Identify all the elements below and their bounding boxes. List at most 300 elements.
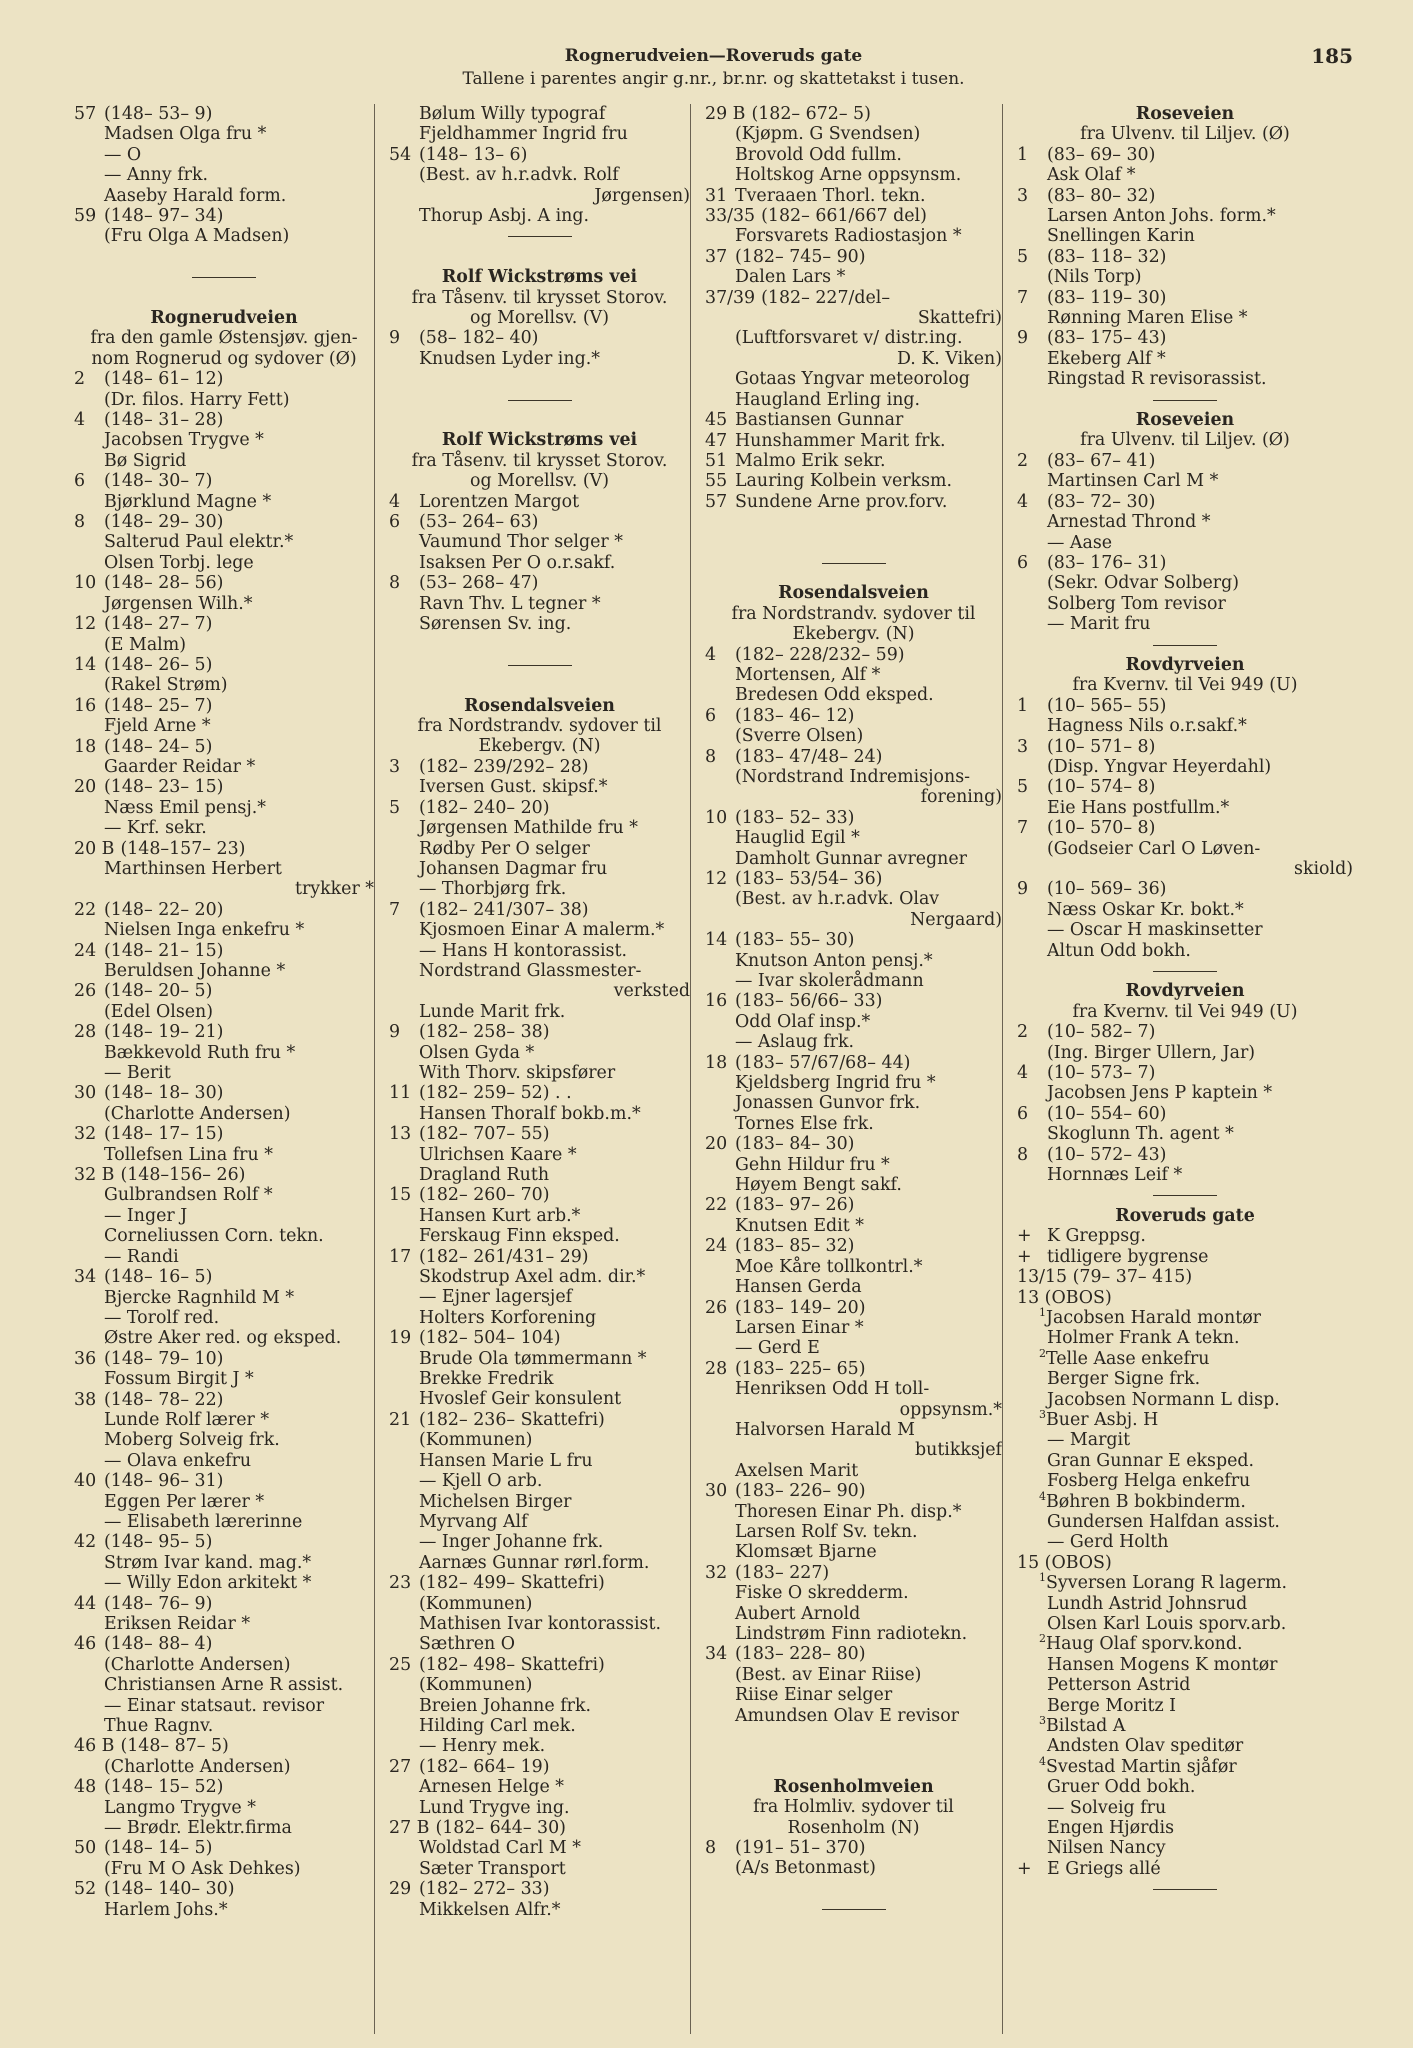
directory-entry [74,1369,374,1389]
entry-text: Bjercke Ragnhild M * [104,1287,295,1308]
entry-text: Bø Sigrid [104,450,187,471]
directory-entry [389,1512,690,1532]
directory-entry [705,1624,1002,1644]
house-number: + [1017,1858,1032,1879]
directory-entry [74,1512,374,1532]
house-number: 4 [1017,1063,1029,1084]
entry-text: Mikkelsen Alfr.* [419,1899,561,1920]
entry-text: Hilding Carl mek. [419,1715,576,1736]
directory-entry [389,1430,690,1450]
directory-entry [705,1461,1002,1481]
house-number: 16 [705,991,728,1012]
directory-entry [74,1349,374,1369]
column-3 [690,104,1002,2034]
entry-text: Knutson Anton pensj.* [735,950,933,971]
entry-text: Corneliussen Corn. tekn. [104,1226,324,1247]
entry-text: Skoglunn Th. agent * [1047,1124,1234,1145]
directory-entry [1017,145,1353,165]
entry-text: (Nils Torp) [1047,267,1142,288]
directory-entry [1017,696,1353,716]
directory-entry [74,900,374,920]
entry-text: (183– 97– 26) [735,1195,855,1216]
house-number: 21 [389,1409,412,1430]
directory-entry [74,696,374,716]
house-number: 1 [1017,144,1029,165]
house-number: 6 [1017,552,1029,573]
entry-text: (Kjøpm. G Svendsen) [735,124,921,145]
street-heading: Rolf Wickstrøms vei [441,267,638,288]
directory-entry [705,288,1002,308]
house-number: 5 [389,797,401,818]
entry-text: Knutsen Edit * [735,1215,864,1236]
entry-text: Lindstrøm Finn radiotekn. [735,1624,968,1645]
directory-entry [74,1634,374,1654]
entry-text: Bjørklund Magne * [104,491,272,512]
house-number: 48 [74,1777,97,1798]
directory-entry [705,930,1002,950]
directory-entry [1017,533,1353,553]
directory-entry [389,1410,690,1430]
directory-entry [389,757,690,777]
directory-entry [705,1257,1002,1277]
entry-text: Buer Asbj. H [1046,1409,1159,1430]
house-number: 5 [1017,777,1029,798]
house-number: 4 [74,410,86,431]
directory-entry [1017,1430,1353,1450]
column-4 [1002,104,1353,2034]
entry-text: — Marit fru [1047,614,1151,635]
entry-text: (148– 61– 12) [104,369,224,390]
entry-text: (182– 272– 33) [419,1879,550,1900]
entry-text: Breien Johanne frk. [419,1695,592,1716]
entry-text: (Sekr. Odvar Solberg) [1047,573,1240,594]
entry-text: (183– 228– 80) [735,1644,866,1665]
entry-continuation: oppsynsm.* [899,1399,1002,1420]
directory-entry [74,941,374,961]
entry-text: (83– 119– 30) [1047,287,1167,308]
directory-entry [705,1858,1002,1878]
house-number: 20 [74,777,97,798]
directory-entry [389,104,690,124]
directory-entry [1017,614,1353,634]
directory-entry [389,1022,690,1042]
entry-text: — Kjell O arb. [419,1471,543,1492]
directory-entry [74,1124,374,1144]
street-heading: Rognerudveien [150,308,298,329]
entry-text: (Kommunen) [419,1593,533,1614]
house-number: 18 [705,1052,728,1073]
entry-text: Fjeldhammer Ingrid fru [419,124,628,145]
directory-entry [705,767,1002,787]
entry-text: Arnestad Thrond * [1047,512,1211,533]
house-number: 36 [74,1348,97,1369]
entry-text: (182– 504– 104) [419,1328,561,1349]
section-divider [74,267,374,287]
directory-entry [74,1655,374,1675]
directory-entry [389,1389,690,1409]
entry-text: — Einar statsaut. revisor [104,1695,325,1716]
house-number: 8 [389,573,401,594]
directory-entry [74,1104,374,1124]
directory-entry [705,849,1002,869]
directory-entry [389,206,690,226]
directory-entry [705,328,1002,348]
entry-continuation: skiold) [1294,859,1353,879]
house-number: 9 [389,1022,401,1043]
directory-entry [1017,1328,1353,1348]
entry-text: Tornes Else frk. [735,1113,874,1134]
directory-entry [74,981,374,1001]
entry-text: — Ejner lagersjef [419,1287,573,1308]
spacer [705,1879,1002,1899]
entry-text: Gehn Hildur fru * [735,1154,890,1175]
entry-text: (10– 582– 7) [1047,1022,1156,1043]
entry-text: Petterson Astrid [1047,1675,1191,1696]
directory-entry [389,1308,690,1328]
directory-entry [74,737,374,757]
entry-text: Jacobsen Harald montør [1046,1307,1261,1328]
entry-text: Holtskog Arne oppsynsm. [735,165,962,186]
entry-text: (183– 84– 30) [735,1134,855,1155]
directory-entry [705,869,1002,889]
house-number: 9 [1017,328,1029,349]
house-number: 7 [1017,818,1029,839]
directory-entry [74,594,374,614]
directory-entry [1017,1410,1353,1430]
entry-text: (182– 259– 52) . . [419,1083,572,1104]
house-number: 34 [74,1267,97,1288]
directory-entry [1017,1634,1353,1654]
directory-entry [1017,1369,1353,1389]
directory-entry [74,553,374,573]
directory-entry [74,614,374,634]
entry-text: Eie Hans postfullm.* [1047,797,1230,818]
directory-entry [705,492,1002,512]
house-number: 6 [705,705,717,726]
house-number: 42 [74,1532,97,1553]
street-description: fra Ulvenv. til Liljev. (Ø) [1080,430,1290,451]
entry-text: (182– 664– 19) [419,1756,550,1777]
section-divider [389,655,690,675]
directory-entry [1017,226,1353,246]
directory-entry [1017,451,1353,471]
house-number: 6 [1017,1103,1029,1124]
directory-entry [389,1675,690,1695]
entry-text: (148– 19– 21) [104,1022,224,1043]
directory-entry [1017,328,1353,348]
page-subtitle: Tallene i parentes angir g.nr., br.nr. og skattetakst i tusen. [462,69,965,89]
entry-text: Berge Moritz I [1047,1695,1177,1716]
entry-text: (83– 72– 30) [1047,491,1156,512]
directory-entry [705,451,1002,471]
entry-text: (148–157– 23) [120,838,246,859]
directory-entry [705,1298,1002,1318]
directory-entry [705,247,1002,267]
entry-text: — Brødr. Elektr.firma [104,1818,292,1839]
entry-text: (148– 16– 5) [104,1267,213,1288]
entry-text: — Solveig fru [1047,1797,1167,1818]
street-description: nom Rognerud og sydover (Ø) [91,348,357,369]
directory-entry [1017,1267,1353,1287]
entry-text: — Gerd Holth [1047,1532,1169,1553]
house-number: 28 [705,1358,728,1379]
directory-entry [74,369,374,389]
entry-text: Vaumund Thor selger * [419,532,623,553]
house-number: 8 [1017,1144,1029,1165]
house-number: 4 [705,644,717,665]
spacer [74,288,374,308]
directory-entry [1017,757,1353,777]
directory-entry [1017,1124,1353,1144]
entry-text: Sørensen Sv. ing. [419,614,572,635]
entry-text: (83– 118– 32) [1047,246,1167,267]
entry-text: (148– 26– 5) [104,654,213,675]
spacer [705,533,1002,553]
directory-entry [74,1043,374,1063]
entry-text: (148– 79– 10) [104,1348,224,1369]
entry-text: Eggen Per lærer * [104,1491,265,1512]
directory-entry [1017,1145,1353,1165]
entry-continuation: Nergaard) [910,909,1002,930]
entry-text: Høyem Bengt sakf. [735,1175,902,1196]
directory-entry [1017,1308,1353,1328]
entry-text: (148– 97– 34) [104,206,224,227]
entry-text: (Best. av h.r.advk. Olav [735,889,940,910]
entry-text: Næss Oskar Kr. bokt.* [1047,899,1244,920]
directory-entry [1017,1451,1353,1471]
entry-text: (10– 573– 7) [1047,1063,1156,1084]
directory-entry [74,757,374,777]
entry-text: (10– 554– 60) [1047,1103,1167,1124]
entry-text: Myrvang Alf [419,1511,528,1532]
entry-text: Nilsen Nancy [1047,1838,1166,1859]
entry-text: Berger Signe frk. [1047,1369,1201,1390]
directory-entry [74,1471,374,1491]
entry-text: Nielsen Inga enkefru * [104,920,305,941]
entry-text: (182– 498– Skattefri) [419,1654,605,1675]
entry-text: Iversen Gust. skipsf.* [419,777,608,798]
entry-text: (Sverre Olsen) [735,726,864,747]
house-number: 29 [389,1879,412,1900]
directory-entry [1017,1489,1353,1512]
directory-entry [389,941,690,961]
house-number: 27 [389,1756,412,1777]
entry-text: Olsen Gyda * [419,1042,535,1063]
directory-entry [389,1859,690,1879]
entry-text: (Charlotte Andersen) [104,1654,291,1675]
house-number: 2 [74,369,86,390]
section-divider [705,553,1002,573]
entry-continuation: D. K. Viken) [896,348,1002,369]
entry-text: (183– 52– 33) [735,807,855,828]
directory-entry [1017,941,1353,961]
directory-entry [389,1206,690,1226]
column-2 [374,104,690,2034]
entry-text: Holmer Frank A tekn. [1047,1328,1240,1349]
directory-entry [705,1236,1002,1256]
directory-entry [1017,186,1353,206]
entry-text: Hvoslef Geir konsulent [419,1389,622,1410]
entry-text: — Torolf red. [104,1307,220,1328]
directory-entry [74,1716,374,1736]
entry-text: Jørgensen Mathilde fru * [419,818,638,839]
directory-entry [705,971,1002,991]
entry-text: Solberg Tom revisor [1047,593,1226,614]
directory-entry [389,1063,690,1083]
directory-entry [705,1542,1002,1562]
house-number: 46 [74,1634,97,1655]
entry-text: (182– 260– 70) [419,1185,550,1206]
directory-entry [74,1532,374,1552]
street-description: fra Ulvenv. til Liljev. (Ø) [1080,124,1290,145]
entry-text: Klomsæt Bjarne [735,1542,877,1563]
directory-entry [74,1308,374,1328]
section-divider [389,390,690,410]
directory-entry [705,1522,1002,1542]
entry-text: (10– 572– 43) [1047,1144,1167,1165]
directory-entry [1017,1063,1353,1083]
entry-text: — Berit [104,1063,171,1084]
house-number: 2 [1017,450,1029,471]
entry-text: Fossum Birgit J * [104,1369,254,1390]
directory-entry [1017,1675,1353,1695]
directory-entry [74,532,374,552]
directory-entry [1017,900,1353,920]
entry-text: Hornnæs Leif * [1047,1165,1183,1186]
street-heading: Rolf Wickstrøms vei [441,430,638,451]
directory-entry [74,655,374,675]
entry-text: (183– 46– 12) [735,705,855,726]
directory-entry [705,165,1002,185]
floor-number: 1 [1039,1571,1046,1585]
section-divider [1017,390,1353,410]
entry-text: Gaarder Reidar * [104,756,256,777]
house-number: 20 B [74,838,115,859]
directory-entry [74,1063,374,1083]
entry-text: Christiansen Arne R assist. [104,1675,344,1696]
entry-text: (182– 707– 55) [419,1124,550,1145]
directory-entry [1017,1471,1353,1491]
directory-entry [1017,1532,1353,1552]
entry-text: 15 (OBOS) [1017,1552,1112,1573]
directory-entry [389,920,690,940]
entry-text: Lunde Marit frk. [419,1001,566,1022]
directory-entry [74,1859,374,1879]
entry-text: (83– 176– 31) [1047,552,1167,573]
directory-entry [1017,1553,1353,1573]
entry-text: (182– 236– Skattefri) [419,1409,605,1430]
directory-entry [705,1073,1002,1093]
entry-text: (Fru M O Ask Dehkes) [104,1858,301,1879]
entry-text: Bastiansen Gunnar [735,410,904,431]
entry-text: Isaksen Per O o.r.sakf. [419,552,616,573]
house-number: 23 [389,1573,412,1594]
entry-text: — Margit [1047,1430,1131,1451]
entry-text: Sundene Arne prov.forv. [735,491,948,512]
entry-text: — Randi [104,1246,179,1267]
floor-number: 1 [1039,1306,1046,1320]
directory-entry [1017,512,1353,532]
directory-entry [705,706,1002,726]
entry-text: K Greppsg. [1047,1226,1146,1247]
directory-entry [389,1655,690,1675]
floor-number: 2 [1039,1632,1046,1646]
entry-text: Fiske O skredderm. [735,1583,909,1604]
house-number: 45 [705,410,728,431]
entry-text: (148– 96– 31) [104,1471,224,1492]
directory-entry [74,1594,374,1614]
entry-text: (182– 241/307– 38) [419,899,589,920]
house-number: 22 [74,899,97,920]
street-description: fra Tåsenv. til krysset Storov. [411,287,668,308]
entry-text: (Best. av Einar Riise) [735,1664,922,1685]
entry-text: Hansen Gerda [735,1277,862,1298]
directory-entry [705,1481,1002,1501]
entry-text: (Charlotte Andersen) [104,1756,291,1777]
house-number: 40 [74,1471,97,1492]
entry-text: (Best. av h.r.advk. Rolf [419,165,619,186]
entry-text: Rødby Per O selger [419,838,590,859]
directory-entry [389,1145,690,1165]
directory-entry [389,1165,690,1185]
entry-text: (148– 29– 30) [104,512,224,533]
directory-entry [389,1043,690,1063]
directory-entry [1017,879,1353,899]
entry-text: Svestad Martin sjåfør [1046,1756,1237,1777]
house-number: 9 [389,328,401,349]
entry-text: Rønning Maren Elise * [1047,308,1248,329]
section-divider [389,226,690,246]
entry-text: Marthinsen Herbert [104,858,282,879]
entry-text: (148– 17– 15) [104,1124,224,1145]
directory-entry [74,1451,374,1471]
entry-text: Madsen Olga fru * [104,124,267,145]
entry-text: Tollefsen Lina fru * [104,1144,273,1165]
directory-entry [74,1022,374,1042]
directory-entry [705,828,1002,848]
directory-entry [705,1420,1002,1440]
directory-entry [74,1777,374,1797]
directory-entry [74,1757,374,1777]
directory-entry [705,808,1002,828]
entry-text: — Hans H kontorassist. [419,940,627,961]
entry-text: (183– 56/66– 33) [735,991,883,1012]
directory-entry [74,1573,374,1593]
entry-continuation: verksted [613,981,690,1002]
section-divider [1017,1185,1353,1205]
directory-entry [1017,206,1353,226]
entry-text: — Oscar H maskinsetter [1047,920,1263,941]
directory-entry [74,1288,374,1308]
directory-entry [389,1634,690,1654]
directory-entry [74,1838,374,1858]
house-number: 57 [705,491,728,512]
entry-text: — Anny frk. [104,165,209,186]
directory-entry [389,512,690,532]
directory-entry [705,471,1002,491]
directory-entry [74,471,374,491]
house-number: 50 [74,1838,97,1859]
directory-entry [389,1287,690,1307]
entry-text: (Edel Olsen) [104,1001,214,1022]
entry-text: (53– 264– 63) [419,512,539,533]
entry-text: Fosberg Helga enkefru [1047,1471,1251,1492]
directory-entry [389,1553,690,1573]
directory-entry [74,165,374,185]
entry-text: Altun Odd bokh. [1047,940,1191,961]
entry-text: (183– 53/54– 36) [735,868,883,889]
directory-entry [1017,267,1353,287]
